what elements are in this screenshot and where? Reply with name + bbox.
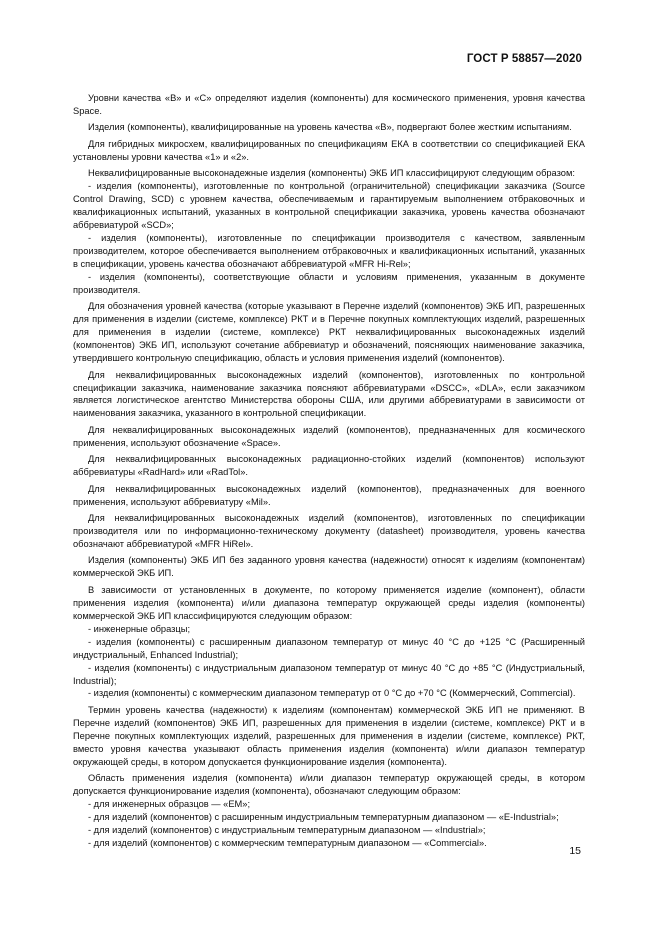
document-body	[73, 92, 585, 850]
paragraph: Для неквалифицированных высоконадежных изделий (компонентов), изготовленных по спецификации производителя или по информационно-техническому документу (datasheet) производителя, уровень качества обозначают аббревиатурой «MFR HiRel».	[73, 513, 585, 549]
paragraph: Для неквалифицированных высоконадежных изделий (компонентов), изготовленных по контрольной спецификации заказчика, наименование заказчика поясняют аббревиатурами «DSCC», «DLA», если заказчиком является логистическое агентство Министерства обороны США, или другими аббревиатурами в зависимости от наименования заказчика, указанного в контрольной спецификации.	[73, 369, 585, 419]
paragraph: Термин уровень качества (надежности) к изделиям (компонентам) коммерческой ЭКБ ИП не применяют. В Перечне изделий (компонентов) ЭКБ ИП, разрешенных для применения в изделии (системе, комплексе) РКТ и в Перечне покупных комплектующих изделий, разрешенных для применения в изделии (системе, комплексе) РКТ, вместо уровня качества указывают область применения изделия (компонента) и/или диапазон температур окружающей среды, в котором допускается функционирование изделия (компонента).	[73, 704, 585, 767]
paragraph: Для гибридных микросхем, квалифицированных по спецификациям ЕКА в соответствии со спецификацией ЕКА установлены уровни качества «1» и «2».	[73, 138, 585, 162]
paragraph: Для неквалифицированных высоконадежных радиационно-стойких изделий (компонентов) используют аббревиатуры «RadHard» или «RadTol».	[73, 454, 585, 478]
paragraph: Для обозначения уровней качества (которые указывают в Перечне изделий (компонентов) ЭКБ ИП, разрешенных для применения в изделии (системе, комплексе) РКТ и в Перечне покупных комплектующих изделий, разрешенных для применения в изделии (системе, комплексе) РКТ неквалифицированных высоконадежных изделий (компонентов) ЭКБ ИП, используют сочетание аббревиатур и обозначений, поясняющих наименование заказчика, утвердившего контрольную спецификацию, область и условия применения изделий (компонентов).	[73, 301, 585, 364]
list-item: - для изделий (компонентов) с расширенным индустриальным температурным диапазоном — «E-Industrial»;	[88, 812, 559, 823]
list-item: - для изделий (компонентов) с индустриальным температурным диапазоном — «Industrial»;	[88, 825, 486, 836]
paragraph: Неквалифицированные высоконадежные изделия (компоненты) ЭКБ ИП классифицируют следующим образом:	[88, 168, 575, 179]
list-item: - для изделий (компонентов) с коммерческим температурным диапазоном — «Commercial».	[88, 837, 487, 848]
paragraph: Для неквалифицированных высоконадежных изделий (компонентов), предназначенных для космического применения, используют обозначение «Space».	[73, 424, 585, 448]
list-item: - изделия (компоненты), соответствующие области и условиям применения, указанным в документе производителя.	[73, 271, 585, 295]
page-number: 15	[569, 845, 581, 857]
list-item: - инженерные образцы;	[88, 623, 191, 634]
list-item: - изделия (компоненты) с расширенным диапазоном температур от минус 40 °С до +125 °С (Расширенный индустриальный, Enhanced Industrial);	[73, 636, 585, 660]
paragraph: Область применения изделия (компонента) и/или диапазон температур окружающей среды, в котором допускается функционирование изделия (компонента), обозначают следующим образом:	[73, 773, 585, 797]
list-item: - изделия (компоненты), изготовленные по спецификации производителя с качеством, заявленным производителем, которое обеспечивается выполнением отбраковочных и квалификационных испытаний, указанных в спецификации, уровень качества обозначают аббревиатурой «MFR Hi-Rel»;	[73, 233, 585, 269]
paragraph: Изделия (компоненты) ЭКБ ИП без заданного уровня качества (надежности) относят к изделиям (компонентам) коммерческой ЭКБ ИП.	[73, 555, 585, 579]
paragraph: Изделия (компоненты), квалифицированные на уровень качества «B», подвергают более жестким испытаниям.	[88, 122, 572, 133]
document-standard-id: ГОСТ Р 58857—2020	[466, 53, 582, 65]
paragraph: Уровни качества «B» и «C» определяют изделия (компоненты) для космического применения, уровня качества Space.	[73, 93, 585, 116]
list-item: - изделия (компоненты) с коммерческим диапазоном температур от 0 °С до +70 °С (Коммерческий, Commercial).	[88, 688, 576, 699]
paragraph: Для неквалифицированных высоконадежных изделий (компонентов), предназначенных для военного применения, используют аббревиатуру «Mil».	[73, 483, 585, 507]
paragraph: В зависимости от установленных в документе, по которому применяется изделие (компонент), области применения изделия (компонента) и/или диапазона температур окружающей среды изделия (компоненты) коммерческой ЭКБ ИП классифицируются следующим образом:	[73, 584, 585, 621]
list-item: - изделия (компоненты) с индустриальным диапазоном температур от минус 40 °С до +85 °С (Индустриальный, Industrial);	[73, 662, 585, 686]
list-item: - изделия (компоненты), изготовленные по контрольной (ограничительной) спецификации заказчика (Source Control Drawing, SCD) с уровнем качества, обеспечиваемым и гарантируемым выполнением отбраковочных и квалификационных испытаний, указанных в контрольной спецификации заказчика, уровень качества обозначают аббревиатурой «SCD»;	[73, 181, 585, 231]
list-item: - для инженерных образцов — «EM»;	[88, 799, 251, 810]
